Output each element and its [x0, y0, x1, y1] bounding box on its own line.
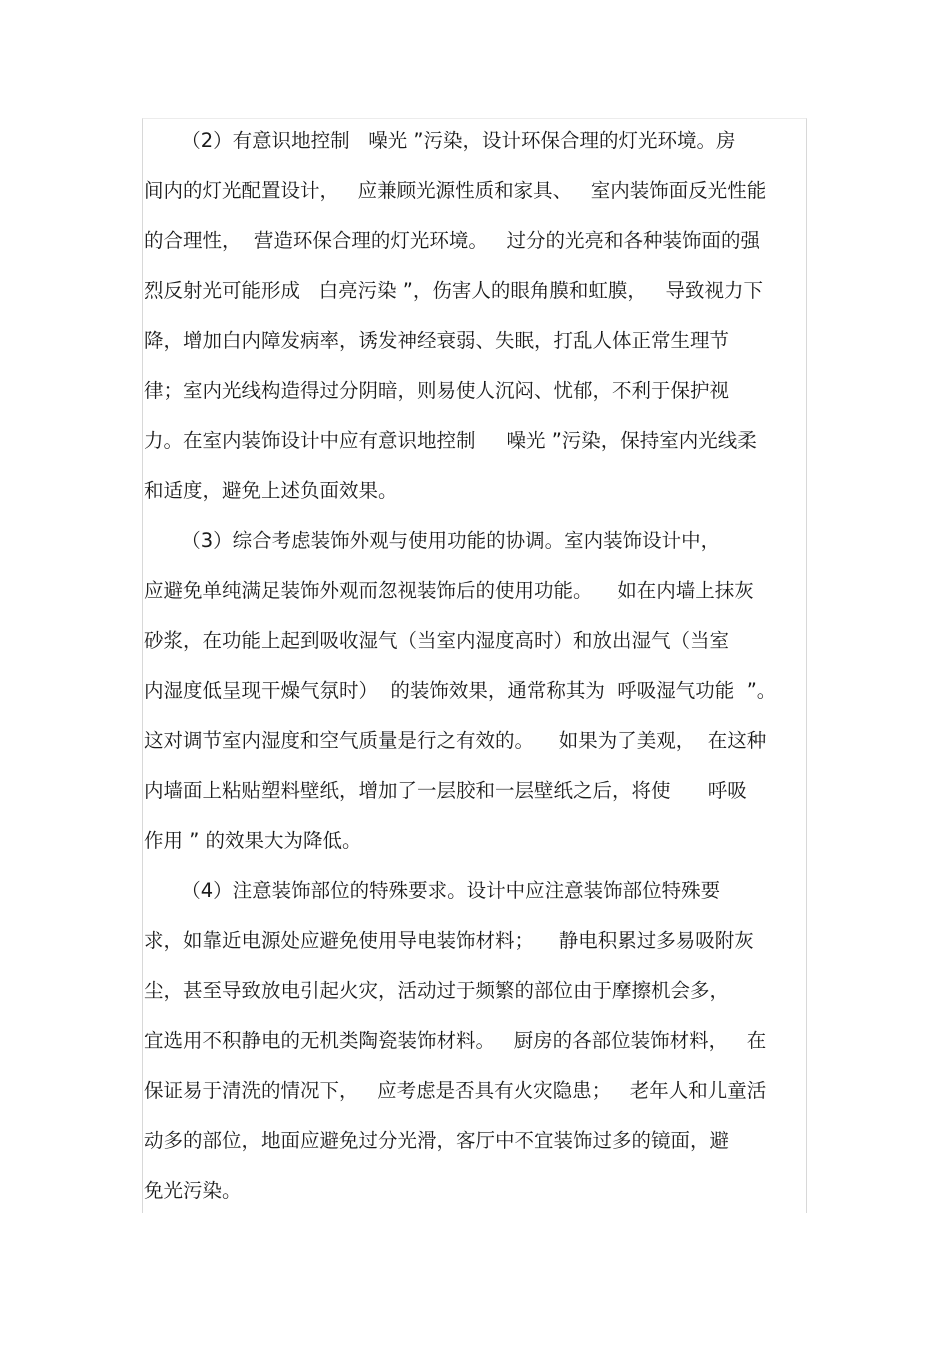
text-line: 免光污染。 [144, 1179, 242, 1202]
text-line: 这对调节室内湿度和空气质量是行之有效的。 如果为了美观， 在这种 [144, 729, 767, 752]
text-line: 和适度，避免上述负面效果。 [144, 479, 398, 502]
text-line: 尘，甚至导致放电引起火灾，活动过于频繁的部位由于摩擦机会多， [144, 979, 730, 1002]
text-line: 动多的部位，地面应避免过分光滑，客厅中不宜装饰过多的镜面，避 [144, 1129, 730, 1152]
text-line: 律；室内光线构造得过分阴暗，则易使人沉闷、忧郁，不利于保护视 [144, 379, 730, 402]
text-line: 的合理性， 营造环保合理的灯光环境。 过分的光亮和各种装饰面的强 [144, 229, 760, 252]
text-line: 内湿度低呈现干燥气氛时） 的装饰效果，通常称其为 呼吸湿气功能 ”。 [144, 679, 777, 702]
text-line: 宜选用不积静电的无机类陶瓷装饰材料。 厨房的各部位装饰材料， 在 [144, 1029, 767, 1052]
text-line: 降，增加白内障发病率，诱发神经衰弱、失眠，打乱人体正常生理节 [144, 329, 730, 352]
text-line: 作用 ” 的效果大为降低。 [144, 829, 362, 852]
text-line: （4）注意装饰部位的特殊要求。设计中应注意装饰部位特殊要 [144, 879, 721, 902]
text-line: 砂浆，在功能上起到吸收湿气（当室内湿度高时）和放出湿气（当室 [144, 629, 730, 652]
text-line: 应避免单纯满足装饰外观而忽视装饰后的使用功能。 如在内墙上抹灰 [144, 579, 754, 602]
text-line: 间内的灯光配置设计， 应兼顾光源性质和家具、 室内装饰面反光性能 [144, 179, 767, 202]
text-line: 力。在室内装饰设计中应有意识地控制 噪光 ”污染，保持室内光线柔 [144, 429, 757, 452]
text-line: （3）综合考虑装饰外观与使用功能的协调。室内装饰设计中， [144, 529, 721, 552]
text-line: 烈反射光可能形成 白亮污染 ”，伤害人的眼角膜和虹膜， 导致视力下 [144, 279, 763, 302]
text-line: （2）有意识地控制 噪光 ”污染，设计环保合理的灯光环境。房 [144, 129, 736, 152]
text-line: 保证易于清洗的情况下， 应考虑是否具有火灾隐患； 老年人和儿童活 [144, 1079, 767, 1102]
text-line: 求，如靠近电源处应避免使用导电装饰材料； 静电积累过多易吸附灰 [144, 929, 754, 952]
text-line: 内墙面上粘贴塑料壁纸，增加了一层胶和一层壁纸之后，将使 呼吸 [144, 779, 747, 802]
